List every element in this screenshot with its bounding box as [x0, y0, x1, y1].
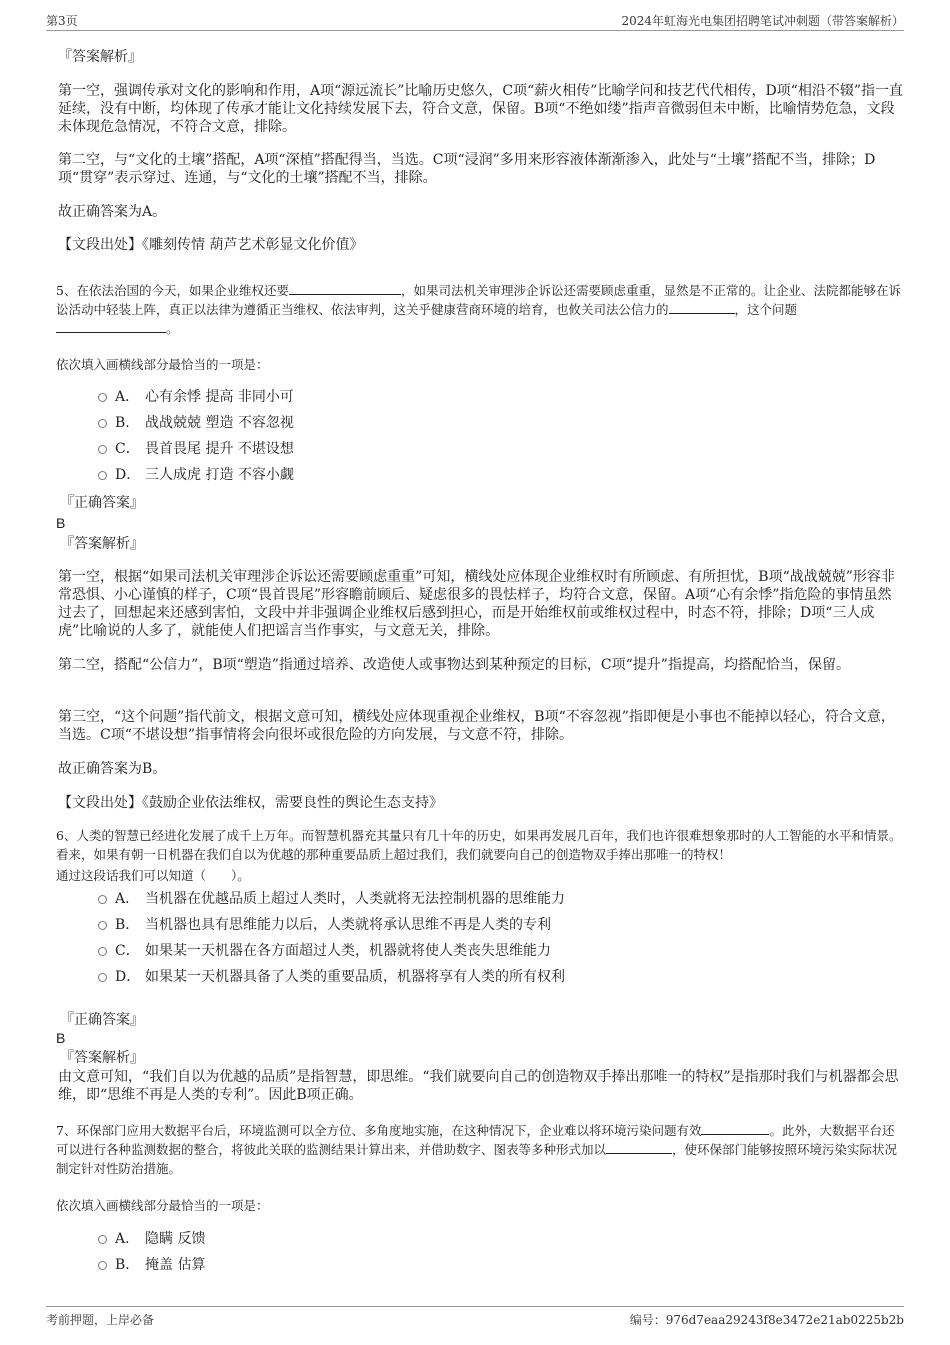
- page-footer: [46, 1306, 904, 1329]
- radio-icon[interactable]: [98, 1235, 107, 1244]
- option-key: C．: [115, 943, 140, 959]
- q6-correct-answer: B: [56, 1030, 66, 1046]
- q5-stem-part-b: ，如果司法机关审理涉企诉讼还需要顾虑重重，显然是不正常的。让企业、法院都能够在诉讼活动中轻装上阵，真正以法律为遵循正当维权、依法审判，这关乎健康营商环境的培育，也攸关司法公信力的: [56, 283, 901, 317]
- option-text: 如果某一天机器在各方面超过人类，机器就将使人类丧失思维能力: [145, 943, 551, 959]
- radio-icon[interactable]: [98, 445, 107, 454]
- footer-slogan: 考前押题，上岸必备: [46, 1313, 155, 1327]
- q4-analysis-p2: 第二空，与“文化的土壤”搭配，A项“深植”搭配得当，当选。C项“浸润”多用来形容液体渐渐渗入，此处与“土壤”搭配不当，排除；D项“贯穿”表示穿过、连通，与“文化的土壤”搭配不当，排除。: [58, 152, 876, 186]
- q5-option-b[interactable]: [98, 413, 294, 433]
- option-text: 当机器在优越品质上超过人类时，人类就将无法控制机器的思维能力: [145, 891, 565, 907]
- radio-icon[interactable]: [98, 947, 107, 956]
- q7-prompt: 依次填入画横线部分最恰当的一项是：: [56, 1198, 269, 1213]
- q5-analysis-label: 『答案解析』: [60, 536, 144, 552]
- q5-option-d[interactable]: [98, 465, 294, 485]
- option-key: A．: [115, 1231, 140, 1247]
- q6-analysis: 由文意可知，“我们自以为优越的品质”是指智慧，即思维。“我们就要向自己的创造物双手捧出那唯一的特权”是指那时我们与机器都会思维，即“思维不再是人类的专利”。因此B项正确。: [58, 1069, 899, 1103]
- q5-analysis-p2: 第二空，搭配“公信力”，B项“塑造”指通过培养、改造使人或事物达到某种预定的目标，C项“提升”指提高，均搭配恰当，保留。: [58, 657, 850, 673]
- option-key: C．: [115, 441, 140, 457]
- radio-icon[interactable]: [98, 1261, 107, 1270]
- q5-correct-answer: B: [56, 515, 66, 531]
- q6-analysis-label: 『答案解析』: [60, 1050, 144, 1066]
- q7-stem: [56, 1121, 904, 1178]
- q5-analysis-p1: 第一空，根据“如果司法机关审理涉企诉讼还需要顾虑重重”可知，横线处应体现企业维权时有所顾虑、有所担忧，B项“战战兢兢”形容非常恐惧、小心谨慎的样子，C项“畏首畏尾”形容瞻前顾后、疑虑很多的畏怯样子，均符合文意，保留。A项“心有余悸”指危险的事情虽然过去了，回想起来还感到害怕，文段中并非强调企业维权后感到担心，而是开始维权前或维权过程中，时态不符，排除；D项“三人成虎”比喻说的人多了，就能使人们把谣言当作事实，与文意无关，排除。: [58, 569, 895, 639]
- q6-option-b[interactable]: [98, 915, 551, 935]
- option-text: 隐瞒 反馈: [145, 1231, 206, 1247]
- radio-icon[interactable]: [98, 393, 107, 402]
- q7-option-b[interactable]: [98, 1255, 205, 1275]
- q7-stem-part-a: 7、环保部门应用大数据平台后，环境监测可以全方位、多角度地实施，在这种情况下，企业难以将环境污染问题有效: [56, 1123, 702, 1138]
- option-text: 战战兢兢 塑造 不容忽视: [145, 415, 294, 431]
- q6-correct-label: 『正确答案』: [60, 1012, 144, 1028]
- radio-icon[interactable]: [98, 419, 107, 428]
- q5-option-a[interactable]: [98, 387, 294, 407]
- option-key: B．: [115, 415, 140, 431]
- q7-blank-2: [606, 1141, 672, 1154]
- q5-stem-part-d: 。: [166, 321, 179, 336]
- radio-icon[interactable]: [98, 973, 107, 982]
- option-text: 如果某一天机器具备了人类的重要品质，机器将享有人类的所有权利: [145, 969, 565, 985]
- option-key: B．: [115, 917, 140, 933]
- q6-prompt: 通过这段话我们可以知道（ ）。: [56, 868, 250, 883]
- q7-stem-part-c: ，使环保部门能够按照环境污染实际状况制定针对性防治措施。: [56, 1142, 898, 1176]
- radio-icon[interactable]: [98, 471, 107, 480]
- q5-conclusion: 故正确答案为B。: [58, 761, 167, 777]
- option-key: B．: [115, 1257, 140, 1273]
- q5-source: 【文段出处】《鼓励企业依法维权，需要良性的舆论生态支持》: [58, 795, 443, 811]
- q4-analysis-p1: 第一空，强调传承对文化的影响和作用，A项“源远流长”比喻历史悠久，C项“薪火相传”比喻学问和技艺代代相传，D项“相沿不辍”指一直延续，没有中断，均体现了传承才能让文化持续发展下去，符合文意，保留。B项“不绝如缕”指声音微弱但未中断，比喻情势危急，文段未体现危急情况，不符合文意，排除。: [58, 83, 903, 135]
- q5-blank-2: [669, 301, 735, 314]
- option-key: D．: [115, 969, 141, 985]
- q5-blank-3: [56, 320, 166, 333]
- q5-option-c[interactable]: [98, 439, 294, 459]
- page-number: 第3页: [46, 14, 78, 28]
- q5-stem: [56, 281, 904, 338]
- document-title: 2024年虹海光电集团招聘笔试冲刺题（带答案解析）: [621, 14, 904, 28]
- q6-option-a[interactable]: [98, 889, 565, 909]
- option-text: 畏首畏尾 提升 不堪设想: [145, 441, 294, 457]
- q7-blank-1: [701, 1122, 769, 1135]
- radio-icon[interactable]: [98, 921, 107, 930]
- q7-option-a[interactable]: [98, 1229, 205, 1249]
- option-text: 三人成虎 打造 不容小觑: [145, 467, 294, 483]
- q4-source: 【文段出处】《雕刻传情 葫芦艺术彰显文化价值》: [58, 237, 364, 253]
- option-text: 掩盖 估算: [145, 1257, 206, 1273]
- q7-stem-part-b: 。此外，大数据平台还可以进行各种监测数据的整合，将彼此关联的监测结果计算出来，并借助数字、图表等多种形式加以: [56, 1123, 895, 1157]
- page-header: [46, 10, 904, 31]
- q4-analysis-label: 『答案解析』: [58, 49, 142, 65]
- q5-blank-1: [289, 282, 401, 295]
- option-text: 心有余悸 提高 非同小可: [145, 389, 294, 405]
- document-id: 编号：976d7eaa29243f8e3472e21ab0225b2b: [629, 1313, 904, 1327]
- q5-correct-label: 『正确答案』: [60, 495, 144, 511]
- q6-option-c[interactable]: [98, 941, 551, 961]
- option-text: 当机器也具有思维能力以后，人类就将承认思维不再是人类的专利: [145, 917, 551, 933]
- q5-stem-part-c: ，这个问题: [734, 302, 798, 317]
- option-key: A．: [115, 389, 140, 405]
- option-key: A．: [115, 891, 140, 907]
- q6-stem: 6、人类的智慧已经进化发展了成千上万年。而智慧机器充其量只有几十年的历史，如果再发展几百年，我们也许很难想象那时的人工智能的水平和情景。看来，如果有朝一日机器在我们自以为优越的那种重要品质上超过我们，我们就要向自己的创造物双手捧出那唯一的特权！: [56, 828, 902, 862]
- radio-icon[interactable]: [98, 895, 107, 904]
- q4-conclusion: 故正确答案为A。: [58, 204, 167, 220]
- q5-prompt: 依次填入画横线部分最恰当的一项是：: [56, 357, 269, 372]
- q6-option-d[interactable]: [98, 967, 565, 987]
- q5-analysis-p3: 第三空，“这个问题”指代前文，根据文意可知，横线处应体现重视企业维权，B项“不容忽视”指即便是小事也不能掉以轻心，符合文意，当选。C项“不堪设想”指事情将会向很坏或很危险的方向发展，与文意不符，排除。: [58, 709, 895, 743]
- q5-stem-part-a: 5、在依法治国的今天，如果企业维权还要: [56, 283, 289, 298]
- option-key: D．: [115, 467, 141, 483]
